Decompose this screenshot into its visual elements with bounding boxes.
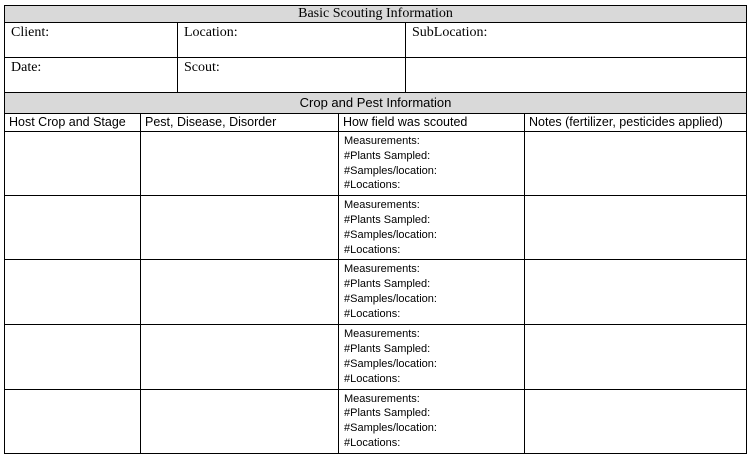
- plants-sampled-label: #Plants Sampled:: [344, 213, 431, 226]
- samples-per-location-label: #Samples/location:: [344, 422, 437, 435]
- locations-label: #Locations:: [344, 436, 401, 449]
- scouting-method-cell[interactable]: [339, 132, 525, 196]
- crop-pest-table: [4, 92, 747, 454]
- notes-cell[interactable]: [525, 260, 747, 325]
- measurements-label: Measurements:: [344, 263, 420, 276]
- table-row: [5, 132, 747, 196]
- scouting-method-cell[interactable]: [339, 196, 525, 260]
- locations-label: #Locations:: [344, 179, 401, 192]
- host-crop-cell[interactable]: [5, 196, 141, 260]
- plants-sampled-label: #Plants Sampled:: [344, 278, 431, 291]
- scouting-form: [4, 5, 746, 454]
- blank-field[interactable]: [406, 58, 747, 93]
- pest-cell[interactable]: [141, 389, 339, 453]
- date-label: Date:: [11, 60, 42, 75]
- host-crop-cell[interactable]: [5, 132, 141, 196]
- table-row: [5, 325, 747, 389]
- measurements-label: Measurements:: [344, 135, 420, 147]
- samples-per-location-label: #Samples/location:: [344, 357, 437, 370]
- locations-label: #Locations:: [344, 243, 401, 256]
- scouting-method-cell[interactable]: [339, 389, 525, 453]
- locations-label: #Locations:: [344, 307, 401, 320]
- samples-per-location-label: #Samples/location:: [344, 164, 437, 177]
- notes-cell[interactable]: [525, 132, 747, 196]
- notes-cell[interactable]: [525, 389, 747, 453]
- basic-info-header: Basic Scouting Information: [5, 6, 747, 23]
- plants-sampled-label: #Plants Sampled:: [344, 343, 431, 356]
- plants-sampled-label: #Plants Sampled:: [344, 407, 431, 420]
- measurements-label: Measurements:: [344, 199, 420, 212]
- samples-per-location-label: #Samples/location:: [344, 292, 437, 305]
- scout-field[interactable]: [178, 58, 406, 93]
- table-row: [5, 389, 747, 453]
- date-field[interactable]: [5, 58, 178, 93]
- column-header-notes: Notes (fertilizer, pesticides applied): [525, 114, 747, 132]
- client-field[interactable]: [5, 23, 178, 58]
- pest-cell[interactable]: [141, 196, 339, 260]
- measurements-label: Measurements:: [344, 328, 420, 341]
- notes-cell[interactable]: [525, 325, 747, 389]
- table-row: [5, 196, 747, 260]
- sublocation-label: SubLocation:: [412, 25, 488, 40]
- plants-sampled-label: #Plants Sampled:: [344, 149, 431, 162]
- scouting-method-cell[interactable]: [339, 260, 525, 325]
- pest-cell[interactable]: [141, 325, 339, 389]
- locations-label: #Locations:: [344, 372, 401, 385]
- basic-info-table: [4, 5, 747, 93]
- client-label: Client:: [11, 25, 50, 40]
- location-field[interactable]: [178, 23, 406, 58]
- host-crop-cell[interactable]: [5, 389, 141, 453]
- column-header-scouting-method: How field was scouted: [339, 114, 525, 132]
- sublocation-field[interactable]: [406, 23, 747, 58]
- scout-label: Scout:: [184, 60, 220, 75]
- crop-pest-header: Crop and Pest Information: [5, 93, 747, 114]
- table-row: [5, 260, 747, 325]
- samples-per-location-label: #Samples/location:: [344, 228, 437, 241]
- column-header-pest: Pest, Disease, Disorder: [141, 114, 339, 132]
- pest-cell[interactable]: [141, 260, 339, 325]
- host-crop-cell[interactable]: [5, 325, 141, 389]
- location-label: Location:: [184, 25, 238, 40]
- notes-cell[interactable]: [525, 196, 747, 260]
- host-crop-cell[interactable]: [5, 260, 141, 325]
- measurements-label: Measurements:: [344, 392, 420, 405]
- column-header-host-crop: Host Crop and Stage: [5, 114, 141, 132]
- scouting-method-cell[interactable]: [339, 325, 525, 389]
- pest-cell[interactable]: [141, 132, 339, 196]
